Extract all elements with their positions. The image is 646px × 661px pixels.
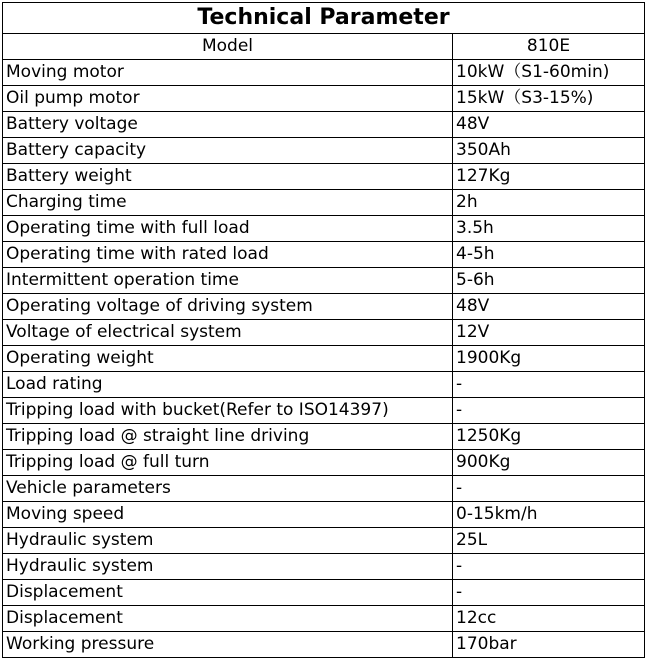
parameter-value: 25L — [453, 528, 645, 554]
parameter-value: 5-6h — [453, 268, 645, 294]
table-row — [3, 190, 645, 216]
parameter-label: Tripping load @ straight line driving — [3, 424, 453, 450]
table-row — [3, 398, 645, 424]
table-row — [3, 450, 645, 476]
parameter-label: Operating time with full load — [3, 216, 453, 242]
parameter-label: Intermittent operation time — [3, 268, 453, 294]
parameter-value: 3.5h — [453, 216, 645, 242]
parameter-label: Tripping load with bucket(Refer to ISO14397) — [3, 398, 453, 424]
table-row — [3, 60, 645, 86]
table-row — [3, 580, 645, 606]
parameter-label: Tripping load @ full turn — [3, 450, 453, 476]
parameter-label: Hydraulic system — [3, 554, 453, 580]
table-row — [3, 502, 645, 528]
table-row — [3, 320, 645, 346]
table-row — [3, 528, 645, 554]
header-model-value: 810E — [453, 34, 645, 60]
parameter-label: Vehicle parameters — [3, 476, 453, 502]
table-row — [3, 86, 645, 112]
parameter-label: Working pressure — [3, 632, 453, 658]
parameter-value: - — [453, 476, 645, 502]
table-row — [3, 632, 645, 658]
table-row — [3, 294, 645, 320]
table-row — [3, 268, 645, 294]
parameter-value: - — [453, 372, 645, 398]
parameter-value: 4-5h — [453, 242, 645, 268]
parameter-label: Battery capacity — [3, 138, 453, 164]
parameter-value: 2h — [453, 190, 645, 216]
parameter-label: Charging time — [3, 190, 453, 216]
parameter-value: - — [453, 398, 645, 424]
parameter-label: Battery weight — [3, 164, 453, 190]
header-model-label: Model — [3, 34, 453, 60]
table-row — [3, 372, 645, 398]
spec-table-container — [2, 2, 645, 658]
header-row — [3, 34, 645, 60]
parameter-value: 48V — [453, 294, 645, 320]
parameter-value: 48V — [453, 112, 645, 138]
parameter-label: Voltage of electrical system — [3, 320, 453, 346]
table-row — [3, 164, 645, 190]
table-row — [3, 112, 645, 138]
parameter-value: 170bar — [453, 632, 645, 658]
parameter-value: 1250Kg — [453, 424, 645, 450]
parameter-value: 15kW（S3-15%) — [453, 86, 645, 112]
parameter-label: Operating voltage of driving system — [3, 294, 453, 320]
parameter-label: Displacement — [3, 606, 453, 632]
table-row — [3, 242, 645, 268]
parameter-label: Battery voltage — [3, 112, 453, 138]
table-row — [3, 138, 645, 164]
parameter-label: Displacement — [3, 580, 453, 606]
table-row — [3, 216, 645, 242]
parameter-label: Moving motor — [3, 60, 453, 86]
table-row — [3, 346, 645, 372]
parameter-label: Oil pump motor — [3, 86, 453, 112]
parameter-label: Moving speed — [3, 502, 453, 528]
parameter-label: Operating weight — [3, 346, 453, 372]
parameter-value: 12cc — [453, 606, 645, 632]
title-row — [3, 3, 645, 34]
parameter-label: Operating time with rated load — [3, 242, 453, 268]
table-row — [3, 424, 645, 450]
parameter-label: Load rating — [3, 372, 453, 398]
parameter-value: 127Kg — [453, 164, 645, 190]
parameter-value: 900Kg — [453, 450, 645, 476]
parameter-label: Hydraulic system — [3, 528, 453, 554]
parameter-value: 0-15km/h — [453, 502, 645, 528]
parameter-value: 1900Kg — [453, 346, 645, 372]
table-row — [3, 554, 645, 580]
table-row — [3, 476, 645, 502]
parameter-value: 12V — [453, 320, 645, 346]
parameter-value: 10kW（S1-60min) — [453, 60, 645, 86]
table-row — [3, 606, 645, 632]
parameter-value: - — [453, 554, 645, 580]
parameter-value: 350Ah — [453, 138, 645, 164]
technical-parameter-table — [2, 2, 645, 658]
parameter-value: - — [453, 580, 645, 606]
table-title: Technical Parameter — [3, 3, 645, 34]
